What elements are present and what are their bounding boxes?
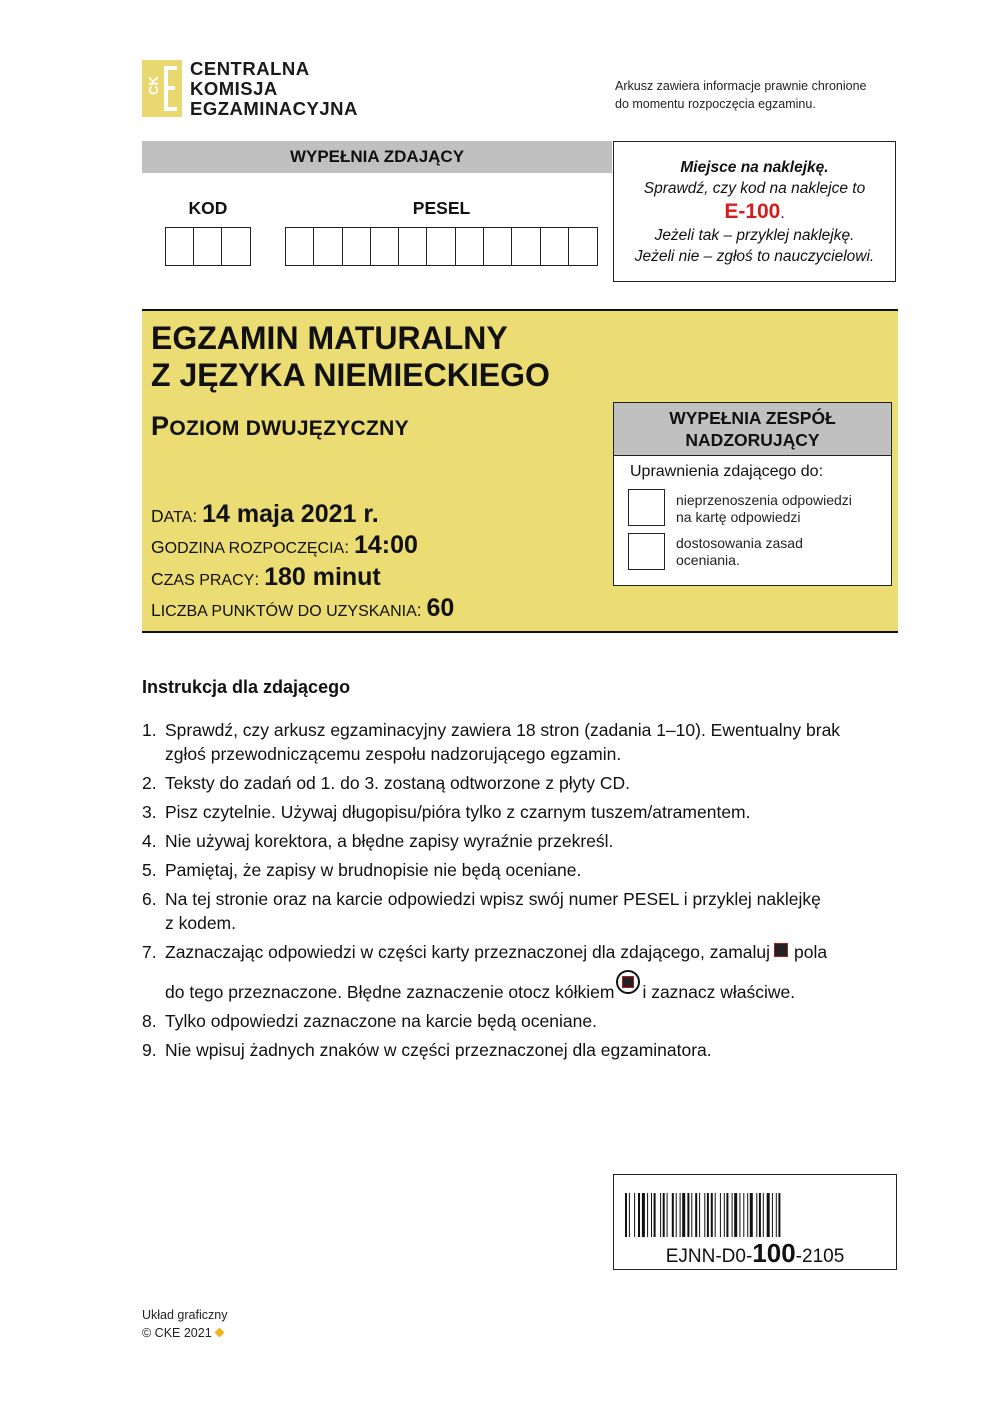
instruction-text: Na tej stronie oraz na karcie odpowiedzi wpisz swój numer PESEL i przyklej naklejkę	[165, 889, 821, 909]
instruction-number: 7.	[142, 942, 157, 962]
pesel-digit-box[interactable]	[484, 228, 512, 265]
kod-digit-box[interactable]	[166, 228, 194, 265]
no-transfer-label	[676, 492, 852, 526]
exam-points: LICZBA PUNKTÓW DO UZYSKANIA: 60	[151, 594, 455, 622]
pesel-digit-box[interactable]	[569, 228, 597, 265]
instruction-text: pola	[794, 942, 828, 962]
instruction-number: 8.	[142, 1011, 157, 1031]
instruction-text: Nie wpisuj żadnych znaków w części przeznaczonej dla egzaminatora.	[165, 1040, 712, 1060]
legal-note-line: Arkusz zawiera informacje prawnie chronione	[615, 79, 867, 93]
instruction-text: do tego przeznaczone. Błędne zaznaczenie otocz kółkiem	[165, 982, 615, 1002]
kod-digit-box[interactable]	[222, 228, 250, 265]
adjusted-grading-checkbox[interactable]	[628, 533, 665, 570]
barcode-bar	[763, 1193, 764, 1237]
exam-title-line: EGZAMIN MATURALNY	[151, 320, 508, 356]
exam-level-cap: P	[151, 411, 170, 441]
barcode-bar	[660, 1193, 661, 1237]
instruction-item	[142, 940, 902, 1004]
instruction-text: Zaznaczając odpowiedzi w części karty przeznaczonej dla zdającego, zamaluj	[165, 942, 771, 962]
points-label-cap: L	[151, 600, 161, 620]
instruction-text: Teksty do zadań od 1. do 3. zostaną odtworzone z płyty CD.	[165, 773, 630, 793]
barcode-bar	[776, 1193, 777, 1237]
barcode-bar	[704, 1193, 705, 1237]
instruction-number: 5.	[142, 860, 157, 880]
barcode-label	[613, 1238, 897, 1269]
barcode-bar	[638, 1193, 640, 1237]
no-transfer-checkbox[interactable]	[628, 489, 665, 526]
instruction-text: i zaznacz właściwe.	[642, 982, 796, 1002]
points-label-rest: ICZBA PUNKTÓW DO UZYSKANIA	[160, 603, 417, 620]
instruction-text: Tylko odpowiedzi zaznaczone na karcie będą oceniane.	[165, 1011, 597, 1031]
instruction-item	[142, 800, 902, 824]
barcode-bar	[647, 1193, 648, 1237]
instruction-text: Pisz czytelnie. Używaj długopisu/pióra tylko z czarnym tuszem/atramentem.	[165, 802, 751, 822]
points-value: 60	[426, 594, 455, 622]
instruction-item	[142, 718, 902, 766]
footer-line: Układ graficzny	[142, 1308, 228, 1322]
barcode-bar	[676, 1193, 677, 1237]
date-label-cap: D	[151, 506, 164, 526]
time-label-rest: ZAS PRACY	[163, 572, 255, 589]
sticker-title: Miejsce na naklejkę.	[680, 159, 829, 176]
date-value: 14 maja 2021 r.	[202, 500, 379, 528]
hour-label-rest: ODZINA ROZPOCZĘCIA	[164, 540, 345, 557]
barcode-bar	[756, 1193, 757, 1237]
pesel-digit-box[interactable]	[286, 228, 314, 265]
diamond-icon	[214, 1328, 224, 1338]
logo-bar	[164, 86, 175, 90]
adjusted-grading-label	[676, 535, 803, 569]
kod-digit-box[interactable]	[194, 228, 222, 265]
instruction-item	[142, 887, 902, 935]
date-label-rest: ATA	[163, 509, 193, 526]
filled-square-icon	[774, 943, 788, 957]
barcode-bar	[634, 1193, 635, 1237]
exam-duration: CZAS PRACY: 180 minut	[151, 563, 381, 591]
instruction-text: zgłoś przewodniczącemu zespołu nadzorującego egzamin.	[165, 744, 622, 764]
sticker-area[interactable]	[613, 141, 896, 282]
barcode-bar	[726, 1193, 728, 1237]
adjusted-grading-label-line: dostosowania zasad	[676, 535, 803, 551]
candidate-section-header: WYPEŁNIA ZDAJĄCY	[142, 141, 612, 173]
pesel-label: PESEL	[412, 198, 471, 218]
instructions-list	[142, 718, 902, 1067]
instruction-number: 2.	[142, 773, 157, 793]
barcode-bar	[743, 1193, 744, 1237]
supervisors-header-line: WYPEŁNIA ZESPÓŁ	[669, 408, 836, 428]
exam-title-line: Z JĘZYKA NIEMIECKIEGO	[151, 357, 550, 393]
supervisors-header-line: NADZORUJĄCY	[685, 430, 820, 450]
footer	[142, 1306, 227, 1342]
instruction-number: 1.	[142, 720, 157, 740]
instruction-item	[142, 1038, 902, 1062]
barcode-bar	[667, 1193, 668, 1237]
barcode-prefix: EJNN-D0-	[665, 1246, 753, 1267]
kod-label: KOD	[188, 198, 228, 218]
barcode-bar	[707, 1193, 709, 1237]
barcode-bar	[750, 1193, 753, 1237]
barcode-icon	[625, 1193, 885, 1237]
instruction-number: 4.	[142, 831, 157, 851]
barcode-bar	[711, 1193, 713, 1237]
no-transfer-label-line: nieprzenoszenia odpowiedzi	[676, 492, 852, 508]
no-transfer-label-line: na kartę odpowiedzi	[676, 509, 801, 525]
logo-line: CENTRALNA	[190, 58, 310, 79]
instruction-number: 9.	[142, 1040, 157, 1060]
instruction-item	[142, 858, 902, 882]
barcode-bar	[651, 1193, 652, 1237]
barcode-bar	[759, 1193, 761, 1237]
instruction-text: Nie używaj korektora, a błędne zapisy wyraźnie przekreśl.	[165, 831, 614, 851]
circled-square-icon	[616, 970, 640, 994]
barcode-bar	[654, 1193, 656, 1237]
pesel-digit-box[interactable]	[371, 228, 399, 265]
barcode-bar	[680, 1193, 681, 1237]
exam-title	[151, 320, 550, 394]
kod-field[interactable]	[165, 227, 251, 266]
supervisors-intro: Uprawnienia zdającego do:	[630, 463, 824, 480]
instruction-number: 3.	[142, 802, 157, 822]
logo-line: EGZAMINACYJNA	[190, 98, 358, 119]
logo-line: KOMISJA	[190, 78, 278, 99]
legal-note	[615, 77, 867, 113]
barcode-bar	[715, 1193, 716, 1237]
barcode-main: 100	[752, 1238, 796, 1268]
instructions-title: Instrukcja dla zdającego	[142, 677, 351, 697]
barcode-bar	[642, 1193, 645, 1237]
pesel-digit-box[interactable]	[399, 228, 427, 265]
barcode-bar	[772, 1193, 773, 1237]
barcode-bar	[734, 1193, 737, 1237]
barcode-bar	[663, 1193, 665, 1237]
instruction-number: 6.	[142, 889, 157, 909]
instruction-item	[142, 829, 902, 853]
supervisors-header	[614, 403, 891, 456]
barcode-bar	[699, 1193, 700, 1237]
adjusted-grading-label-line: oceniania.	[676, 552, 740, 568]
barcode-bar	[625, 1193, 627, 1237]
exam-start-time: GODZINA ROZPOCZĘCIA: 14:00	[151, 531, 418, 559]
time-label-cap: C	[151, 569, 164, 589]
barcode-bar	[720, 1193, 721, 1237]
time-value: 180 minut	[264, 563, 381, 591]
pesel-field[interactable]	[285, 227, 598, 266]
footer-copyright: © CKE 2021	[142, 1326, 212, 1340]
logo-bar	[164, 66, 177, 70]
barcode-bar	[739, 1193, 740, 1237]
instruction-item	[142, 1009, 902, 1033]
sticker-check-line: Sprawdź, czy kod na naklejce to	[643, 180, 866, 197]
hour-label-cap: G	[151, 537, 165, 557]
barcode-bar	[672, 1193, 674, 1237]
exam-level-rest: OZIOM DWUJĘZYCZNY	[169, 417, 409, 440]
pesel-digit-box[interactable]	[456, 228, 484, 265]
barcode-bar	[767, 1193, 770, 1237]
barcode-bar	[691, 1193, 692, 1237]
cke-logo-mark	[142, 60, 182, 117]
pesel-digit-box[interactable]	[512, 228, 540, 265]
barcode-bar	[682, 1193, 685, 1237]
instruction-text: Pamiętaj, że zapisy w brudnopisie nie będą oceniane.	[165, 860, 582, 880]
pesel-digit-box[interactable]	[427, 228, 455, 265]
barcode-bar	[687, 1193, 689, 1237]
barcode-bar	[695, 1193, 697, 1237]
pesel-digit-box[interactable]	[314, 228, 342, 265]
barcode-bar	[629, 1193, 630, 1237]
hour-value: 14:00	[353, 531, 418, 559]
barcode-bar	[732, 1193, 733, 1237]
legal-note-line: do momentu rozpoczęcia egzaminu.	[615, 97, 816, 111]
cke-logo-text	[190, 59, 358, 119]
sticker-code: E-100	[724, 200, 781, 223]
logo-bar	[164, 107, 177, 111]
exam-level	[151, 411, 409, 442]
barcode-suffix: -2105	[795, 1246, 845, 1267]
instruction-text: z kodem.	[165, 913, 236, 933]
barcode-bar	[747, 1193, 748, 1237]
exam-date: DATA: 14 maja 2021 r.	[151, 500, 379, 528]
sticker-yes-line: Jeżeli tak – przyklej naklejkę.	[654, 227, 855, 244]
pesel-digit-box[interactable]	[343, 228, 371, 265]
sticker-no-line: Jeżeli nie – zgłoś to nauczycielowi.	[634, 248, 875, 265]
instruction-text: Sprawdź, czy arkusz egzaminacyjny zawiera 18 stron (zadania 1–10). Ewentualny brak	[165, 720, 841, 740]
sticker-code-suffix: .	[780, 205, 785, 222]
barcode-bar	[724, 1193, 725, 1237]
barcode-bar	[778, 1193, 780, 1237]
pesel-digit-box[interactable]	[541, 228, 569, 265]
instruction-item	[142, 771, 902, 795]
logo-mark-letters: CK	[145, 76, 161, 95]
